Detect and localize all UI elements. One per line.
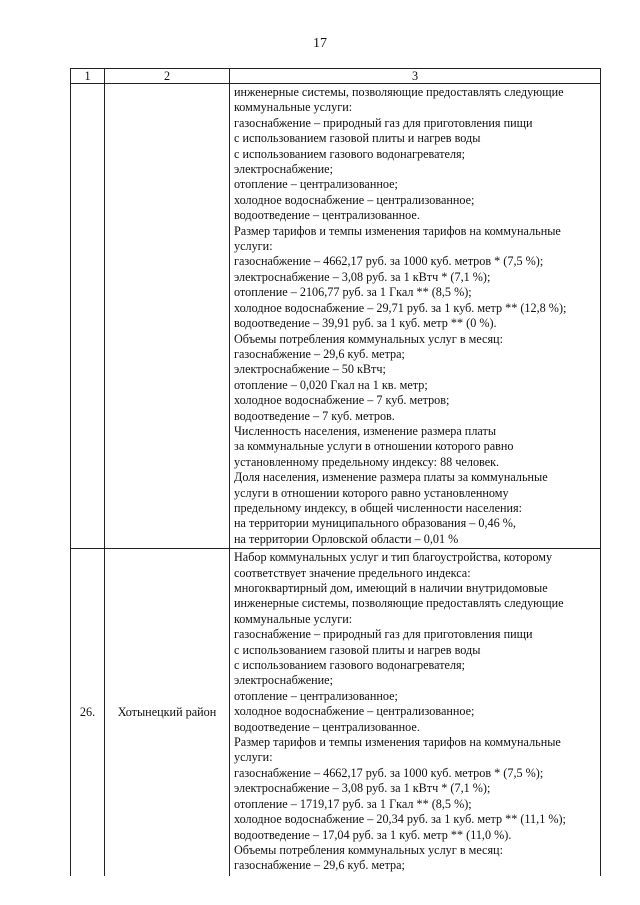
content-line: электроснабжение;: [234, 162, 333, 177]
content-line: газоснабжение – природный газ для приготовления пищи: [234, 115, 533, 130]
content-line: газоснабжение – 29,6 куб. метра;: [234, 858, 405, 873]
content-line: отопление – централизованное;: [234, 177, 398, 192]
content-line: услуги:: [234, 239, 273, 254]
content-line: холодное водоснабжение – 20,34 руб. за 1 куб. метр ** (11,1 %);: [234, 812, 566, 827]
content-line: холодное водоснабжение – централизованное;: [234, 192, 475, 207]
content-line: инженерные системы, позволяющие предоставлять следующие: [234, 85, 564, 99]
header-col-3: 3: [230, 69, 601, 84]
content-line: Объемы потребления коммунальных услуг в месяц:: [234, 331, 503, 346]
content-line: холодное водоснабжение – 7 куб. метров;: [234, 393, 450, 408]
row-content: [230, 549, 601, 876]
tariff-table: [70, 68, 601, 876]
content-line: водоотведение – централизованное.: [234, 208, 420, 223]
content-line: с использованием газового водонагревателя;: [234, 658, 466, 673]
content-line: водоотведение – 39,91 руб. за 1 куб. метр ** (0 %).: [234, 316, 497, 331]
table-row-continuation: [71, 84, 601, 549]
content-line: газоснабжение – природный газ для приготовления пищи: [234, 627, 533, 642]
content-line: отопление – 0,020 Гкал на 1 кв. метр;: [234, 377, 428, 392]
row-number: 26.: [71, 549, 105, 876]
content-line: газоснабжение – 4662,17 руб. за 1000 куб. метров * (7,5 %);: [234, 765, 544, 780]
content-line: водоотведение – централизованное.: [234, 719, 420, 734]
content-line: услуги в отношении которого равно установленному: [234, 485, 509, 500]
content-line: газоснабжение – 29,6 куб. метра;: [234, 346, 405, 361]
content-line: коммунальные услуги:: [234, 100, 353, 115]
content-line: за коммунальные услуги в отношении которого равно: [234, 439, 514, 454]
header-col-1: 1: [71, 69, 105, 84]
content-line: установленному предельному индексу: 88 человек.: [234, 454, 500, 469]
content-line: водоотведение – 7 куб. метров.: [234, 408, 395, 423]
table-header-row: [71, 69, 601, 84]
content-line: предельному индексу, в общей численности населения:: [234, 500, 523, 515]
content-line: услуги:: [234, 750, 273, 765]
district-name: [105, 84, 230, 549]
content-line: Доля населения, изменение размера платы за коммунальные: [234, 470, 548, 485]
content-line: водоотведение – 17,04 руб. за 1 куб. метр ** (11,0 %).: [234, 827, 512, 842]
content-line: инженерные системы, позволяющие предоставлять следующие: [234, 596, 564, 611]
content-line: холодное водоснабжение – 29,71 руб. за 1 куб. метр ** (12,8 %);: [234, 300, 567, 315]
district-name: Хотынецкий район: [105, 549, 230, 876]
content-line: отопление – 2106,77 руб. за 1 Гкал ** (8,5 %);: [234, 285, 472, 300]
content-line: коммунальные услуги:: [234, 611, 353, 626]
content-line: холодное водоснабжение – централизованное;: [234, 704, 475, 719]
content-line: газоснабжение – 4662,17 руб. за 1000 куб. метров * (7,5 %);: [234, 254, 544, 269]
content-line: Численность населения, изменение размера платы: [234, 423, 497, 438]
content-line: электроснабжение – 50 кВтч;: [234, 362, 386, 377]
content-line: с использованием газовой плиты и нагрев воды: [234, 131, 481, 146]
content-line: с использованием газового водонагревателя;: [234, 146, 466, 161]
content-line: Размер тарифов и темпы изменения тарифов на коммунальные: [234, 735, 561, 750]
content-line: с использованием газовой плиты и нагрев воды: [234, 642, 481, 657]
content-line: многоквартирный дом, имеющий в наличии внутридомовые: [234, 581, 548, 595]
content-line: отопление – централизованное;: [234, 688, 398, 703]
content-line: соответствует значение предельного индекса:: [234, 565, 471, 580]
content-line: электроснабжение – 3,08 руб. за 1 кВтч * (7,1 %);: [234, 269, 491, 284]
table-row-26: [71, 549, 601, 876]
content-line: на территории муниципального образования – 0,46 %,: [234, 516, 516, 531]
content-line: отопление – 1719,17 руб. за 1 Гкал ** (8,5 %);: [234, 796, 472, 811]
page-number: 17: [313, 36, 327, 51]
row-number: [71, 84, 105, 549]
header-col-2: 2: [105, 69, 230, 84]
row-content: [230, 84, 601, 549]
content-line: электроснабжение – 3,08 руб. за 1 кВтч * (7,1 %);: [234, 781, 491, 796]
content-line: Размер тарифов и темпы изменения тарифов на коммунальные: [234, 223, 561, 238]
content-line: электроснабжение;: [234, 673, 333, 688]
content-line: Объемы потребления коммунальных услуг в месяц:: [234, 842, 503, 857]
content-line: на территории Орловской области – 0,01 %: [234, 531, 459, 546]
content-line: Набор коммунальных услуг и тип благоустройства, которому: [234, 550, 553, 565]
